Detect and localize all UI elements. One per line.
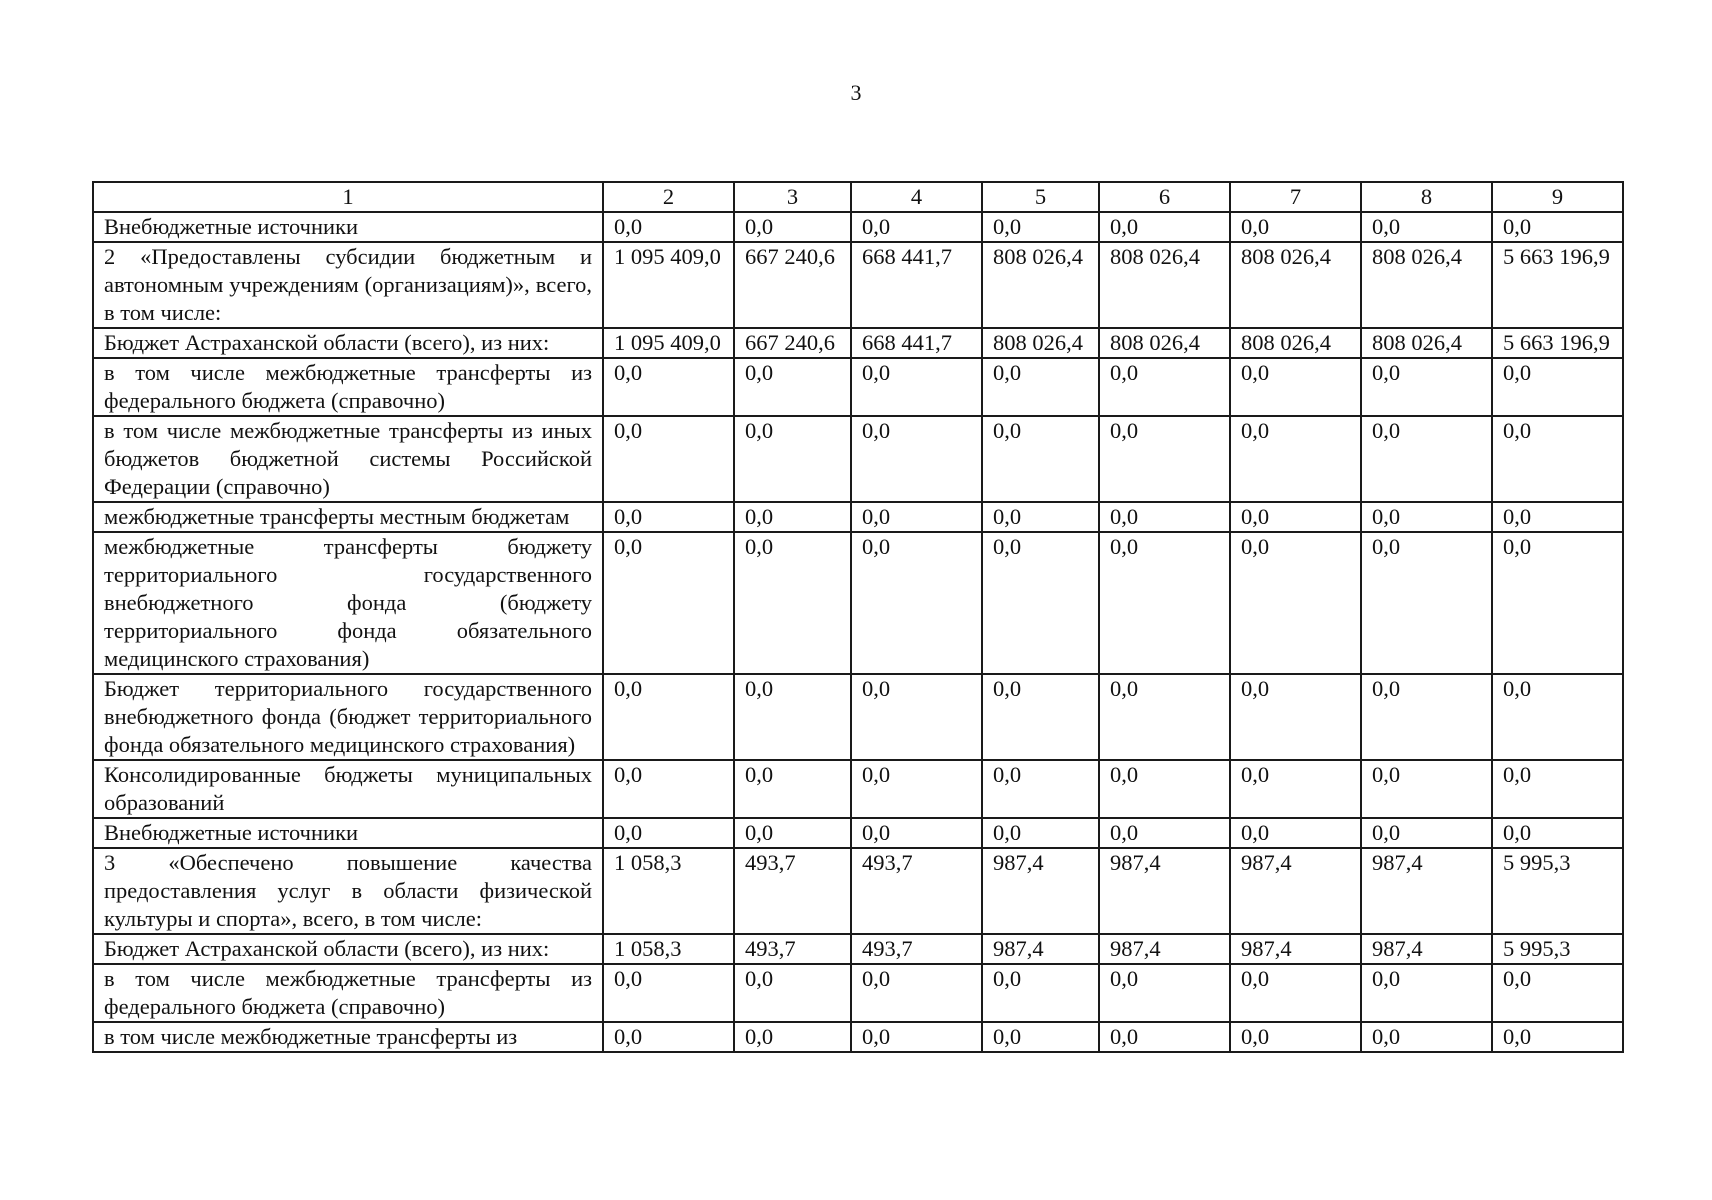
cell-value: 987,4 [1361, 934, 1492, 964]
cell-value: 493,7 [851, 848, 982, 934]
column-header: 5 [982, 182, 1099, 212]
cell-value: 0,0 [1492, 502, 1623, 532]
cell-value: 0,0 [1361, 502, 1492, 532]
cell-value: 987,4 [982, 934, 1099, 964]
cell-value: 1 058,3 [603, 848, 734, 934]
cell-value: 0,0 [603, 358, 734, 416]
table-row [93, 532, 1623, 674]
cell-value: 0,0 [1361, 964, 1492, 1022]
column-header: 3 [734, 182, 851, 212]
cell-value: 808 026,4 [1230, 242, 1361, 328]
cell-value: 0,0 [851, 358, 982, 416]
cell-value: 1 095 409,0 [603, 328, 734, 358]
cell-value: 0,0 [982, 358, 1099, 416]
cell-value: 0,0 [1230, 818, 1361, 848]
column-header: 8 [1361, 182, 1492, 212]
cell-value: 0,0 [851, 212, 982, 242]
row-label: в том числе межбюджетные трансферты из федерального бюджета (справочно) [93, 964, 603, 1022]
cell-value: 987,4 [1230, 848, 1361, 934]
cell-value: 0,0 [734, 532, 851, 674]
row-label: в том числе межбюджетные трансферты из [93, 1022, 603, 1052]
cell-value: 0,0 [1492, 964, 1623, 1022]
cell-value: 0,0 [1361, 532, 1492, 674]
cell-value: 667 240,6 [734, 242, 851, 328]
table-row [93, 848, 1623, 934]
cell-value: 0,0 [1492, 416, 1623, 502]
cell-value: 0,0 [982, 212, 1099, 242]
cell-value: 0,0 [1492, 674, 1623, 760]
row-label: Внебюджетные источники [93, 818, 603, 848]
row-label: 2 «Предоставлены субсидии бюджетным и автономным учреждениям (организациям)», всего, в том числе: [93, 242, 603, 328]
cell-value: 0,0 [734, 358, 851, 416]
cell-value: 0,0 [603, 1022, 734, 1052]
cell-value: 0,0 [1492, 212, 1623, 242]
cell-value: 0,0 [1361, 358, 1492, 416]
cell-value: 987,4 [1230, 934, 1361, 964]
cell-value: 667 240,6 [734, 328, 851, 358]
cell-value: 5 995,3 [1492, 934, 1623, 964]
cell-value: 0,0 [603, 502, 734, 532]
row-label: 3 «Обеспечено повышение качества предоставления услуг в области физической культуры и спорта», всего, в том числе: [93, 848, 603, 934]
cell-value: 0,0 [851, 502, 982, 532]
cell-value: 0,0 [734, 964, 851, 1022]
cell-value: 0,0 [1099, 212, 1230, 242]
table-row [93, 358, 1623, 416]
cell-value: 0,0 [982, 532, 1099, 674]
cell-value: 0,0 [1230, 1022, 1361, 1052]
cell-value: 0,0 [851, 760, 982, 818]
cell-value: 0,0 [1230, 416, 1361, 502]
cell-value: 0,0 [1361, 818, 1492, 848]
cell-value: 0,0 [1492, 358, 1623, 416]
cell-value: 0,0 [1099, 818, 1230, 848]
cell-value: 5 663 196,9 [1492, 328, 1623, 358]
cell-value: 808 026,4 [1099, 242, 1230, 328]
cell-value: 0,0 [1099, 674, 1230, 760]
row-label: Внебюджетные источники [93, 212, 603, 242]
table-body [93, 212, 1623, 1052]
cell-value: 0,0 [851, 532, 982, 674]
row-label: Бюджет Астраханской области (всего), из них: [93, 328, 603, 358]
cell-value: 0,0 [1361, 212, 1492, 242]
row-label: межбюджетные трансферты местным бюджетам [93, 502, 603, 532]
cell-value: 808 026,4 [982, 242, 1099, 328]
cell-value: 0,0 [982, 964, 1099, 1022]
row-label: Бюджет территориального государственного внебюджетного фонда (бюджет территориального фонда обязательного медицинского страхования) [93, 674, 603, 760]
budget-table [92, 181, 1624, 1053]
cell-value: 0,0 [734, 760, 851, 818]
row-label: межбюджетные трансферты бюджету территориального государственного внебюджетного фонда (бюджету территориального фонда обязательного медицинского страхования) [93, 532, 603, 674]
cell-value: 808 026,4 [1361, 242, 1492, 328]
header-row [93, 182, 1623, 212]
table-row [93, 502, 1623, 532]
cell-value: 668 441,7 [851, 242, 982, 328]
cell-value: 668 441,7 [851, 328, 982, 358]
column-header: 9 [1492, 182, 1623, 212]
cell-value: 0,0 [982, 416, 1099, 502]
cell-value: 0,0 [603, 212, 734, 242]
cell-value: 0,0 [1230, 760, 1361, 818]
column-header: 4 [851, 182, 982, 212]
row-label: Бюджет Астраханской области (всего), из них: [93, 934, 603, 964]
cell-value: 0,0 [1230, 502, 1361, 532]
table-row [93, 212, 1623, 242]
cell-value: 0,0 [1361, 416, 1492, 502]
cell-value: 808 026,4 [1099, 328, 1230, 358]
cell-value: 0,0 [1230, 212, 1361, 242]
cell-value: 0,0 [1099, 502, 1230, 532]
row-label: в том числе межбюджетные трансферты из иных бюджетов бюджетной системы Российской Федерации (справочно) [93, 416, 603, 502]
cell-value: 0,0 [982, 818, 1099, 848]
cell-value: 5 663 196,9 [1492, 242, 1623, 328]
cell-value: 0,0 [982, 1022, 1099, 1052]
table-row [93, 964, 1623, 1022]
cell-value: 0,0 [982, 674, 1099, 760]
cell-value: 808 026,4 [1230, 328, 1361, 358]
cell-value: 0,0 [1099, 358, 1230, 416]
cell-value: 0,0 [1230, 358, 1361, 416]
cell-value: 493,7 [734, 848, 851, 934]
cell-value: 0,0 [603, 818, 734, 848]
cell-value: 0,0 [1361, 1022, 1492, 1052]
cell-value: 987,4 [1099, 848, 1230, 934]
table-row [93, 416, 1623, 502]
cell-value: 987,4 [1099, 934, 1230, 964]
cell-value: 0,0 [851, 1022, 982, 1052]
cell-value: 5 995,3 [1492, 848, 1623, 934]
cell-value: 1 058,3 [603, 934, 734, 964]
column-header: 1 [93, 182, 603, 212]
cell-value: 0,0 [851, 416, 982, 502]
column-header: 2 [603, 182, 734, 212]
cell-value: 0,0 [851, 964, 982, 1022]
table-row [93, 674, 1623, 760]
table-row [93, 818, 1623, 848]
cell-value: 0,0 [1361, 674, 1492, 760]
cell-value: 808 026,4 [982, 328, 1099, 358]
cell-value: 987,4 [1361, 848, 1492, 934]
cell-value: 0,0 [1230, 532, 1361, 674]
cell-value: 0,0 [734, 818, 851, 848]
table-row [93, 760, 1623, 818]
cell-value: 493,7 [734, 934, 851, 964]
cell-value: 0,0 [603, 760, 734, 818]
row-label: в том числе межбюджетные трансферты из федерального бюджета (справочно) [93, 358, 603, 416]
cell-value: 0,0 [734, 674, 851, 760]
cell-value: 0,0 [603, 964, 734, 1022]
cell-value: 0,0 [1099, 964, 1230, 1022]
cell-value: 0,0 [603, 532, 734, 674]
cell-value: 0,0 [982, 502, 1099, 532]
cell-value: 493,7 [851, 934, 982, 964]
cell-value: 0,0 [1361, 760, 1492, 818]
cell-value: 0,0 [734, 212, 851, 242]
cell-value: 0,0 [1230, 674, 1361, 760]
cell-value: 1 095 409,0 [603, 242, 734, 328]
cell-value: 0,0 [734, 1022, 851, 1052]
cell-value: 0,0 [1099, 532, 1230, 674]
cell-value: 0,0 [982, 760, 1099, 818]
cell-value: 0,0 [1230, 964, 1361, 1022]
cell-value: 808 026,4 [1361, 328, 1492, 358]
cell-value: 0,0 [734, 502, 851, 532]
cell-value: 987,4 [982, 848, 1099, 934]
cell-value: 0,0 [1099, 1022, 1230, 1052]
column-header: 6 [1099, 182, 1230, 212]
cell-value: 0,0 [603, 416, 734, 502]
cell-value: 0,0 [603, 674, 734, 760]
cell-value: 0,0 [1492, 760, 1623, 818]
page-number: 3 [850, 80, 862, 105]
column-header: 7 [1230, 182, 1361, 212]
table-row [93, 328, 1623, 358]
table-row [93, 934, 1623, 964]
row-label: Консолидированные бюджеты муниципальных образований [93, 760, 603, 818]
table-row [93, 1022, 1623, 1052]
cell-value: 0,0 [851, 818, 982, 848]
table-row [93, 242, 1623, 328]
cell-value: 0,0 [1492, 532, 1623, 674]
cell-value: 0,0 [851, 674, 982, 760]
cell-value: 0,0 [1492, 1022, 1623, 1052]
cell-value: 0,0 [734, 416, 851, 502]
cell-value: 0,0 [1099, 416, 1230, 502]
cell-value: 0,0 [1099, 760, 1230, 818]
cell-value: 0,0 [1492, 818, 1623, 848]
